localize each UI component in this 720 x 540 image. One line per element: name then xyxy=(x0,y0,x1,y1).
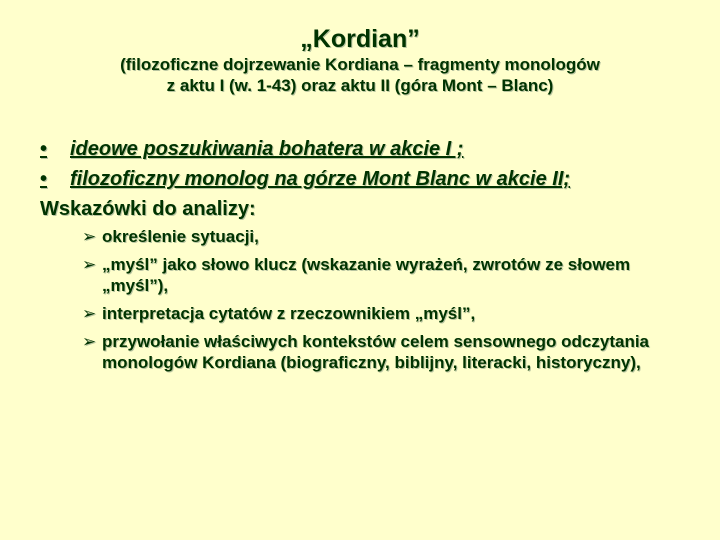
guide-item xyxy=(82,254,700,296)
title-subtitle-line-1: (filozoficzne dojrzewanie Kordiana – fragmenty monologów xyxy=(120,55,600,74)
guide-item-text: określenie sytuacji, xyxy=(102,227,259,246)
guide-item-text: „myśl” jako słowo klucz (wskazanie wyrażeń, zwrotów ze słowem „myśl”), xyxy=(102,255,631,295)
guide-item xyxy=(82,226,700,247)
title-main: „Kordian” xyxy=(300,25,420,53)
arrow-bullet-icon: ➢ xyxy=(82,255,97,274)
bullet-item xyxy=(40,136,700,162)
arrow-bullet-icon: ➢ xyxy=(82,227,97,246)
slide-title xyxy=(30,24,690,96)
arrow-bullet-icon: ➢ xyxy=(82,304,97,323)
guide-item-text: przywołanie właściwych kontekstów celem sensownego odczytania monologów Kordiana (biograficzny, biblijny, literacki, historyczny), xyxy=(102,332,650,372)
bullet-dot-icon: • xyxy=(40,138,48,160)
guide-item xyxy=(82,303,700,324)
guide-item-text: interpretacja cytatów z rzeczownikiem „myśl”, xyxy=(102,304,476,323)
bullet-text: ideowe poszukiwania bohatera w akcie I ; xyxy=(70,138,464,160)
title-subtitle-line-2: z aktu I (w. 1-43) oraz aktu II (góra Mont – Blanc) xyxy=(166,76,554,95)
bullet-text: filozoficzny monolog na górze Mont Blanc w akcie II; xyxy=(70,168,571,190)
guide-list xyxy=(82,226,700,373)
arrow-bullet-icon: ➢ xyxy=(82,332,97,351)
slide-content xyxy=(40,136,700,380)
bullet-item xyxy=(40,166,700,192)
guide-heading: Wskazówki do analizy: xyxy=(40,198,256,220)
bullet-dot-icon: • xyxy=(40,168,48,190)
guide-item xyxy=(82,331,700,373)
